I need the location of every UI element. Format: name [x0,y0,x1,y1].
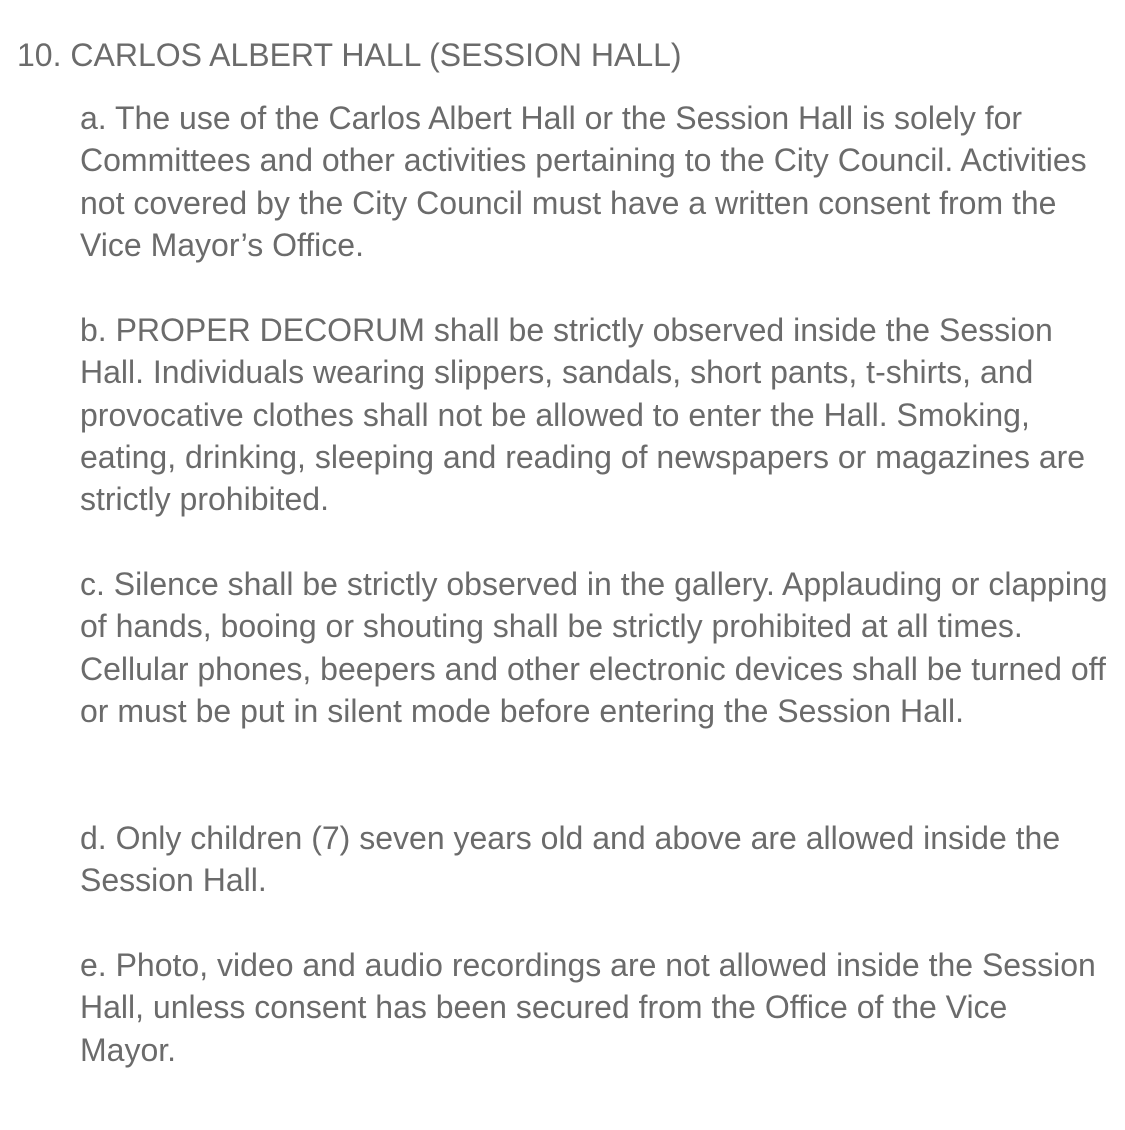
rule-item-e: e. Photo, video and audio recordings are not allowed inside the Session Hall, unless consent has been secured from the Office of the Vice Mayor. [80,947,1096,1068]
rule-item-d: d. Only children (7) seven years old and above are allowed inside the Session Hall. [80,820,1061,899]
section-title: 10. CARLOS ALBERT HALL (SESSION HALL) [17,37,682,73]
rule-item-a: a. The use of the Carlos Albert Hall or the Session Hall is solely for Committees and other activities pertaining to the City Council. Activities not covered by the City Council must have a written consent from the Vice Mayor’s Office. [80,100,1087,263]
rule-item-c: c. Silence shall be strictly observed in the gallery. Applauding or clapping of hands, booing or shouting shall be strictly prohibited at all times. Cellular phones, beepers and other electronic devices shall be turned off or must be put in silent mode before entering the Session Hall. [80,566,1108,729]
rule-item-b: b. PROPER DECORUM shall be strictly observed inside the Session Hall. Individuals wearing slippers, sandals, short pants, t-shirts, and provocative clothes shall not be allowed to enter the Hall. Smoking, eating, drinking, sleeping and reading of newspapers or magazines are strictly prohibited. [80,312,1086,518]
